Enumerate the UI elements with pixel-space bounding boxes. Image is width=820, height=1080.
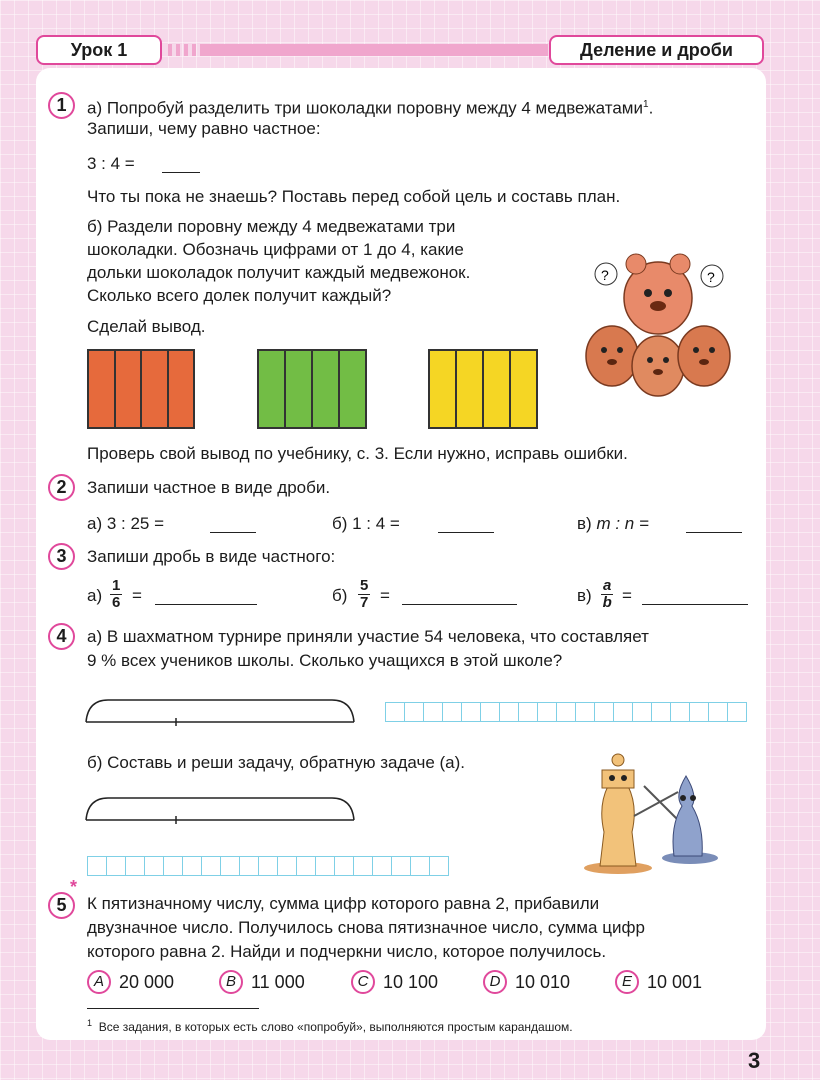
task-number-3: 3 — [48, 543, 75, 570]
grid-cell[interactable] — [556, 702, 576, 722]
task1-b-line3: дольки шоколадок получит каждый медвежонок. — [87, 263, 471, 282]
task1-question: Что ты пока не знаешь? Поставь перед собой цель и составь план. — [87, 187, 621, 206]
grid-cell[interactable] — [277, 856, 297, 876]
grid-cell[interactable] — [372, 856, 392, 876]
answer-line[interactable] — [438, 532, 494, 533]
task-number-1: 1 — [48, 92, 75, 119]
option-d[interactable] — [483, 970, 570, 994]
chocolate-bar-yellow[interactable] — [428, 349, 538, 429]
grid-cell[interactable] — [429, 856, 449, 876]
task3-c-label: в) — [577, 586, 592, 605]
grid-cell[interactable] — [385, 702, 405, 722]
task3-text: Запиши дробь в виде частного: — [87, 547, 336, 566]
grid-cell[interactable] — [353, 856, 373, 876]
answer-grid[interactable] — [88, 856, 449, 876]
grid-cell[interactable] — [689, 702, 709, 722]
grid-cell[interactable] — [575, 702, 595, 722]
grid-cell[interactable] — [334, 856, 354, 876]
grid-cell[interactable] — [537, 702, 557, 722]
task3-b-label: б) — [332, 586, 348, 605]
chocolate-bar-green[interactable] — [257, 349, 367, 429]
task1-b-line4: Сколько всего долек получит каждый? — [87, 286, 392, 305]
task2-a: а) 3 : 25 = — [87, 514, 165, 533]
segment-diagram[interactable] — [84, 792, 356, 826]
star-mark: * — [70, 877, 78, 897]
task4-b: б) Составь и реши задачу, обратную задаче (а). — [87, 753, 466, 772]
grid-cell[interactable] — [410, 856, 430, 876]
fraction-5-7: $\frac{5}{7}$ — [360, 577, 369, 611]
task-number-4: 4 — [48, 623, 75, 650]
header-stripes — [168, 40, 202, 60]
option-value: 10 001 — [647, 971, 703, 992]
fraction-1-6: $\frac{1}{6}$ — [112, 577, 121, 611]
task1-a-line1: а) Попробуй разделить три шоколадки поровну между 4 медвежатами$^1$. — [87, 98, 654, 118]
grid-cell[interactable] — [106, 856, 126, 876]
answer-line[interactable] — [162, 172, 200, 173]
option-value: 10 010 — [515, 971, 571, 992]
option-b[interactable] — [219, 970, 305, 994]
fraction-a-b: $\frac{a}{b}$ — [602, 577, 612, 611]
task5-line1: К пятизначному числу, сумма цифр которого равна 2, прибавили — [87, 894, 600, 913]
answer-line[interactable] — [402, 604, 517, 605]
task1-expression: 3 : 4 = — [87, 154, 135, 173]
grid-cell[interactable] — [594, 702, 614, 722]
task1-b-line1: б) Раздели поровну между 4 медвежатами три — [87, 217, 456, 236]
task-number-5: 5 — [48, 892, 75, 919]
grid-cell[interactable] — [239, 856, 259, 876]
grid-cell[interactable] — [499, 702, 519, 722]
grid-cell[interactable] — [258, 856, 278, 876]
grid-cell[interactable] — [518, 702, 538, 722]
grid-cell[interactable] — [727, 702, 747, 722]
header-bar — [200, 44, 548, 56]
grid-cell[interactable] — [670, 702, 690, 722]
grid-cell[interactable] — [480, 702, 500, 722]
option-value: 20 000 — [119, 971, 175, 992]
task4-a-line1: а) В шахматном турнире приняли участие 54 человека, что составляет — [87, 627, 649, 646]
grid-cell[interactable] — [144, 856, 164, 876]
equals-sign: = — [380, 586, 390, 605]
svg-text:?: ? — [601, 267, 609, 283]
option-letter-b: B — [219, 970, 243, 994]
answer-grid[interactable] — [386, 702, 747, 722]
page-number: 3 — [748, 1048, 761, 1073]
task2-c: в) m : n = — [577, 514, 649, 533]
grid-cell[interactable] — [651, 702, 671, 722]
grid-cell[interactable] — [182, 856, 202, 876]
option-c[interactable] — [351, 970, 438, 994]
option-a[interactable] — [87, 970, 174, 994]
topic-label: Деление и дроби — [549, 35, 764, 65]
task1-a-line2: Запиши, чему равно частное: — [87, 119, 321, 138]
grid-cell[interactable] — [442, 702, 462, 722]
grid-cell[interactable] — [315, 856, 335, 876]
grid-cell[interactable] — [708, 702, 728, 722]
grid-cell[interactable] — [220, 856, 240, 876]
grid-cell[interactable] — [423, 702, 443, 722]
task4-a-line2: 9 % всех учеников школы. Сколько учащихся в этой школе? — [87, 651, 563, 670]
task1-check: Проверь свой вывод по учебнику, с. 3. Если нужно, исправь ошибки. — [87, 444, 628, 463]
task3-a-label: а) — [87, 586, 103, 605]
grid-cell[interactable] — [163, 856, 183, 876]
answer-line[interactable] — [642, 604, 748, 605]
grid-cell[interactable] — [404, 702, 424, 722]
task2-b: б) 1 : 4 = — [332, 514, 400, 533]
task5-line3: которого равна 2. Найди и подчеркни число, которое получилось. — [87, 942, 607, 961]
task1-conclusion: Сделай вывод. — [87, 317, 206, 336]
grid-cell[interactable] — [461, 702, 481, 722]
lesson-label: Урок 1 — [36, 35, 162, 65]
chess-pieces-illustration — [578, 746, 738, 876]
task1-b-line2: шоколадки. Обозначь цифрами от 1 до 4, какие — [87, 240, 464, 259]
grid-cell[interactable] — [125, 856, 145, 876]
bears-illustration — [578, 238, 738, 398]
equals-sign: = — [622, 586, 632, 605]
segment-diagram[interactable] — [84, 694, 356, 728]
footnote: $^1$ Все задания, в которых есть слово «попробуй», выполняются простым карандашом. — [87, 1018, 573, 1034]
answer-line[interactable] — [210, 532, 256, 533]
grid-cell[interactable] — [201, 856, 221, 876]
stripes-icon — [168, 40, 202, 60]
task5-line2: двузначное число. Получилось снова пятизначное число, сумма цифр — [87, 918, 645, 937]
svg-text:?: ? — [707, 269, 715, 285]
footnote-divider — [87, 1008, 259, 1009]
grid-cell[interactable] — [87, 856, 107, 876]
option-value: 11 000 — [251, 971, 305, 992]
chocolate-bar-orange[interactable] — [87, 349, 195, 429]
answer-line[interactable] — [155, 604, 257, 605]
grid-cell[interactable] — [391, 856, 411, 876]
task2-text: Запиши частное в виде дроби. — [87, 478, 331, 497]
grid-cell[interactable] — [632, 702, 652, 722]
task-number-2: 2 — [48, 474, 75, 501]
grid-cell[interactable] — [296, 856, 316, 876]
grid-cell[interactable] — [613, 702, 633, 722]
option-letter-d: D — [483, 970, 507, 994]
option-e[interactable] — [615, 970, 702, 994]
option-value: 10 100 — [383, 971, 439, 992]
option-letter-a: A — [87, 970, 111, 994]
equals-sign: = — [132, 586, 142, 605]
option-letter-c: C — [351, 970, 375, 994]
option-letter-e: E — [615, 970, 639, 994]
answer-line[interactable] — [686, 532, 742, 533]
